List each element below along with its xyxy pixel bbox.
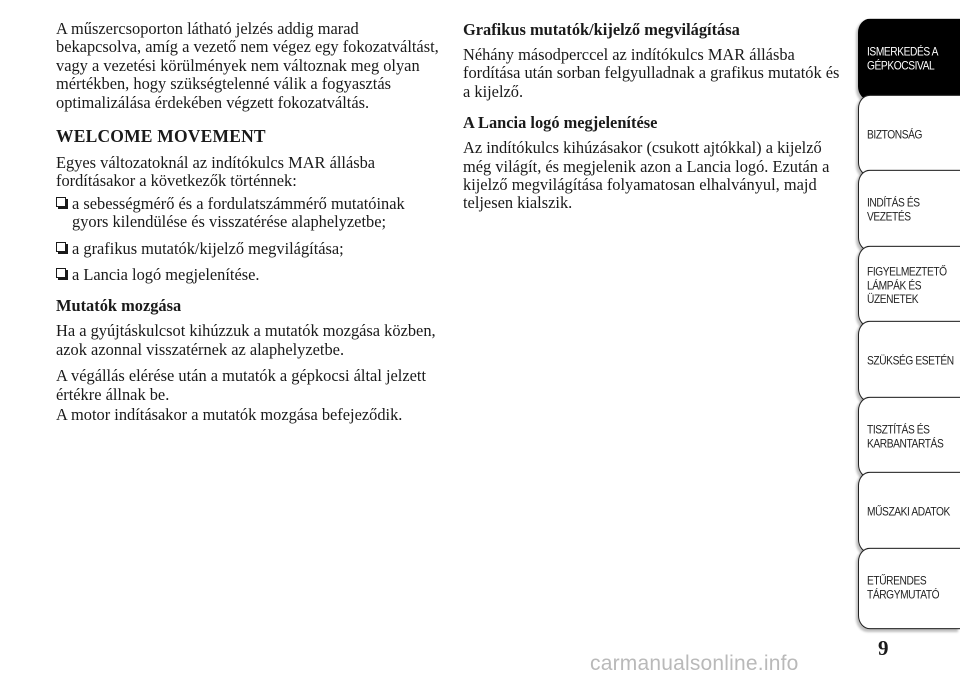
movement-paragraph: A motor indításakor a mutatók mozgása befejeződik. — [56, 405, 403, 425]
right-column — [463, 20, 848, 221]
movement-paragraph: A végállás elérése után a mutatók a gépkocsi által jelzett értékre állnak be. — [56, 366, 427, 404]
welcome-movement-heading: WELCOME MOVEMENT — [56, 126, 266, 147]
watermark: carmanualsonline.info — [590, 652, 799, 675]
welcome-list — [56, 195, 442, 285]
tab-label: TÁRGYMUTATÓ — [867, 588, 940, 601]
tab-label: ISMERKEDÉS A — [867, 45, 939, 59]
logo-paragraph: Az indítókulcs kihúzásakor (csukott ajtókkal) a kijelző még világít, és megjelenik azon a Lancia logó. Ezután a kijelző megvilágítása folyamatosan elhalványul, majd teljesen kialszik. — [463, 138, 830, 213]
tab-label: VEZETÉS — [867, 210, 911, 224]
list-item-text: a grafikus mutatók/kijelző megvilágítása; — [72, 238, 344, 258]
lighting-heading: Grafikus mutatók/kijelző megvilágítása — [463, 20, 740, 39]
tab-ismerkedes[interactable] — [858, 19, 960, 101]
list-item — [56, 240, 442, 258]
page-number: 9 — [878, 636, 889, 660]
tab-tisztitas[interactable] — [858, 396, 960, 478]
left-column — [56, 20, 442, 433]
list-item — [56, 266, 442, 284]
lighting-paragraph: Néhány másodperccel az indítókulcs MAR állásba fordítása után sorban felgyulladnak a grafikus mutatók és a kijelző. — [463, 45, 840, 101]
intro-paragraph: A műszercsoporton látható jelzés addig marad bekapcsolva, amíg a vezető nem végez egy fokozatváltást, vagy a vezetési körülmények nem változnak meg olyan mértékben, hogy szükségtelenné válik a fogyasztás optimalizálása érdekében végzett fokozatváltás. — [56, 19, 439, 112]
movement-paragraph: Ha a gyújtáskulcsot kihúzzuk a mutatók mozgása közben, azok azonnal visszatérnek az alaphelyzetbe. — [56, 321, 436, 359]
list-item-text: a sebességmérő és a fordulatszámmérő mutatóinak gyors kilendülése és visszatérése alaphelyzetbe; — [72, 193, 405, 232]
tab-label: SZÜKSÉG ESETÉN — [867, 354, 954, 368]
tab-label: KARBANTARTÁS — [867, 437, 944, 450]
checkbox-square-icon — [56, 197, 66, 207]
tab-label: TISZTÍTÁS ÉS — [867, 423, 930, 436]
tab-label: ETŰRENDES — [867, 574, 927, 587]
tab-biztonsag[interactable] — [858, 94, 960, 176]
tab-label: ÜZENETEK — [867, 292, 919, 306]
logo-heading: A Lancia logó megjelenítése — [463, 113, 658, 133]
tab-inditas[interactable] — [858, 170, 960, 252]
list-item — [56, 195, 442, 232]
tab-figyelmezteto[interactable] — [858, 245, 960, 327]
tab-targymutato[interactable] — [858, 547, 960, 629]
tab-label: FIGYELMEZTETŐ — [867, 265, 947, 278]
tab-label: INDÍTÁS ÉS — [867, 196, 920, 210]
tab-label: LÁMPÁK ÉS — [867, 279, 922, 292]
welcome-paragraph: Egyes változatoknál az indítókulcs MAR állásba fordításakor a következők történnek: — [56, 153, 376, 191]
tab-szukseg[interactable] — [858, 321, 960, 403]
tab-label: BIZTONSÁG — [867, 128, 923, 141]
tab-label: MŰSZAKI ADATOK — [867, 505, 950, 519]
tab-muszaki[interactable] — [858, 472, 960, 554]
checkbox-square-icon — [56, 242, 66, 252]
tab-label: GÉPKOCSIVAL — [867, 59, 935, 73]
movement-heading: Mutatók mozgása — [56, 296, 182, 316]
chapter-tabs — [858, 24, 960, 628]
checkbox-square-icon — [56, 268, 66, 278]
list-item-text: a Lancia logó megjelenítése. — [72, 265, 260, 285]
